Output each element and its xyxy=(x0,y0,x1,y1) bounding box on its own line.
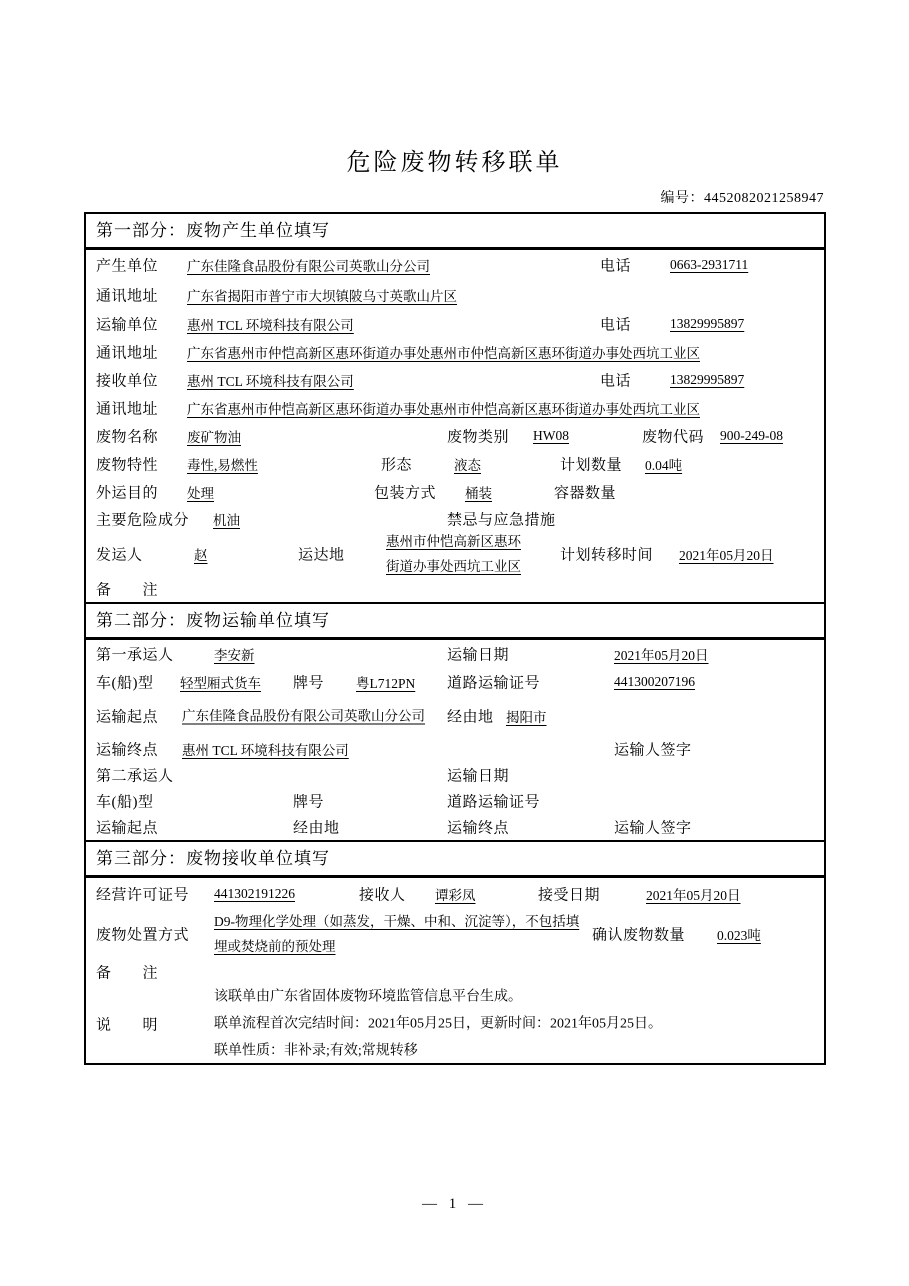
planned-quantity-value: 0.04吨 xyxy=(645,458,683,473)
row-hazard-component xyxy=(86,505,824,532)
generator-address-value: 广东省揭阳市普宁市大坝镇陂乌寸英歌山片区 xyxy=(187,289,457,304)
transporter-phone-value: 13829995897 xyxy=(670,316,745,331)
row-origin1 xyxy=(86,696,824,736)
row-transporter-address xyxy=(86,338,824,366)
remark1-label: 备 注 xyxy=(96,582,159,599)
plate2-label: 牌号 xyxy=(293,794,325,811)
terminus1-label: 运输终点 xyxy=(96,742,159,759)
transporter-address-label: 通讯地址 xyxy=(96,345,159,362)
generator-value: 广东佳隆食品股份有限公司英歌山分公司 xyxy=(187,259,430,274)
row-origin2 xyxy=(86,814,824,840)
purpose-label: 外运目的 xyxy=(96,485,159,501)
note-lines xyxy=(214,984,662,1065)
via2-label: 经由地 xyxy=(293,820,340,837)
row-terminus1 xyxy=(86,736,824,762)
row-generator-address xyxy=(86,280,824,310)
receiver-address-value: 广东省惠州市仲恺高新区惠环街道办事处惠州市仲恺高新区惠环街道办事处西坑工业区 xyxy=(187,402,700,417)
vehicle1-label: 车(船)型 xyxy=(96,675,154,692)
doc-number-value: 4452082021258947 xyxy=(704,191,824,206)
packaging-label: 包装方式 xyxy=(374,485,437,501)
generator-phone-label: 电话 xyxy=(600,258,632,275)
plate1-label: 牌号 xyxy=(293,675,325,692)
waste-code-value: 900-249-08 xyxy=(720,428,783,443)
row-carrier1 xyxy=(86,640,824,668)
recipient-value: 谭彩凤 xyxy=(435,887,476,903)
origin1-label: 运输起点 xyxy=(96,709,159,726)
hazard-component-label: 主要危险成分 xyxy=(96,512,190,528)
row-generator xyxy=(86,250,824,280)
section3-header: 第三部分：废物接收单位填写 xyxy=(86,840,824,878)
row-note xyxy=(86,985,824,1063)
receiver-label: 接收单位 xyxy=(96,373,159,390)
transport-date1-label: 运输日期 xyxy=(447,647,510,664)
destination-label: 运达地 xyxy=(298,547,345,564)
accept-date-value: 2021年05月20日 xyxy=(646,887,741,903)
receiver-address-label: 通讯地址 xyxy=(96,401,159,418)
doc-number xyxy=(84,187,824,207)
receiver-phone-label: 电话 xyxy=(600,373,632,390)
row-vehicle1 xyxy=(86,668,824,696)
transport-date1-value: 2021年05月20日 xyxy=(614,648,709,663)
waste-property-label: 废物特性 xyxy=(96,457,159,474)
signature2-label: 运输人签字 xyxy=(614,820,692,837)
transporter-label: 运输单位 xyxy=(96,317,159,334)
carrier2-label: 第二承运人 xyxy=(96,768,174,785)
page-number: — 1 — xyxy=(422,1196,487,1212)
confirmed-quantity-value: 0.023吨 xyxy=(717,928,761,943)
carrier1-value: 李安新 xyxy=(214,648,255,663)
transporter-value: 惠州 TCL 环境科技有限公司 xyxy=(187,318,354,333)
transfer-time-value: 2021年05月20日 xyxy=(679,548,774,563)
confirmed-quantity-label: 确认废物数量 xyxy=(592,927,686,944)
purpose-value: 处理 xyxy=(187,485,214,501)
generator-phone-value: 0663-2931711 xyxy=(670,257,749,272)
container-quantity-label: 容器数量 xyxy=(554,485,617,501)
shipper-label: 发运人 xyxy=(96,547,143,564)
permit1-label: 道路运输证号 xyxy=(447,675,541,692)
section1-header: 第一部分：废物产生单位填写 xyxy=(86,214,824,250)
note-label: 说 明 xyxy=(96,1017,159,1034)
disposal-label: 废物处置方式 xyxy=(96,927,190,944)
section2-header: 第二部分：废物运输单位填写 xyxy=(86,602,824,640)
terminus1-value: 惠州 TCL 环境科技有限公司 xyxy=(182,743,349,758)
vehicle2-label: 车(船)型 xyxy=(96,794,154,811)
note-line-3: 联单性质：非补录;有效;常规转移 xyxy=(214,1043,418,1059)
accept-date-label: 接受日期 xyxy=(538,887,601,903)
signature1-label: 运输人签字 xyxy=(614,742,692,759)
packaging-value: 桶装 xyxy=(465,485,492,501)
permit2-label: 道路运输证号 xyxy=(447,794,541,811)
disposal-value: D9-物理化学处理（如蒸发，干燥、中和、沉淀等），不包括填埋或焚烧前的预处理 xyxy=(214,914,580,954)
via1-label: 经由地 xyxy=(447,709,494,726)
row-receiver xyxy=(86,366,824,394)
transfer-time-label: 计划转移时间 xyxy=(560,547,654,564)
waste-name-value: 废矿物油 xyxy=(187,430,241,445)
generator-address-label: 通讯地址 xyxy=(96,288,159,305)
doc-number-label: 编号： xyxy=(660,191,704,206)
waste-code-label: 废物代码 xyxy=(642,429,705,446)
license-value: 441302191226 xyxy=(214,885,295,901)
destination-value: 惠州市仲恺高新区惠环街道办事处西坑工业区 xyxy=(386,534,521,574)
row-license xyxy=(86,878,824,909)
emergency-label: 禁忌与应急措施 xyxy=(447,512,556,528)
origin1-value: 广东佳隆食品股份有限公司英歌山分公司 xyxy=(182,708,425,724)
terminus2-label: 运输终点 xyxy=(447,820,510,837)
row-transporter xyxy=(86,310,824,338)
row-vehicle2 xyxy=(86,788,824,814)
row-remark1 xyxy=(86,576,824,602)
row-shipper xyxy=(86,532,824,576)
note-line-2: 联单流程首次完结时间：2021年05月25日，更新时间：2021年05月25日。 xyxy=(214,1016,662,1032)
remark3-label: 备 注 xyxy=(96,965,159,982)
row-waste-name xyxy=(86,422,824,450)
license-label: 经营许可证号 xyxy=(96,887,190,903)
permit1-value: 441300207196 xyxy=(614,674,695,689)
page-title: 危险废物转移联单 xyxy=(346,150,563,176)
form-label: 形态 xyxy=(381,457,413,474)
transporter-phone-label: 电话 xyxy=(600,317,632,334)
form-value: 液态 xyxy=(454,458,481,473)
row-receiver-address xyxy=(86,394,824,422)
recipient-label: 接收人 xyxy=(359,887,406,903)
vehicle1-value: 轻型厢式货车 xyxy=(180,676,261,691)
waste-category-label: 废物类别 xyxy=(447,429,510,446)
waste-property-value: 毒性,易燃性 xyxy=(187,458,258,473)
carrier1-label: 第一承运人 xyxy=(96,647,174,664)
transport-date2-label: 运输日期 xyxy=(447,768,510,785)
row-waste-property xyxy=(86,450,824,478)
row-carrier2 xyxy=(86,762,824,788)
origin2-label: 运输起点 xyxy=(96,820,159,837)
row-remark3 xyxy=(86,959,824,985)
row-purpose xyxy=(86,478,824,505)
waste-category-value: HW08 xyxy=(533,428,569,443)
waste-name-label: 废物名称 xyxy=(96,429,159,446)
planned-quantity-label: 计划数量 xyxy=(560,457,623,474)
via1-value: 揭阳市 xyxy=(506,710,547,725)
manifest-table xyxy=(84,212,826,1065)
receiver-value: 惠州 TCL 环境科技有限公司 xyxy=(187,374,354,389)
hazard-component-value: 机油 xyxy=(213,512,240,528)
row-disposal xyxy=(86,909,824,959)
shipper-value: 赵 xyxy=(194,548,208,563)
transporter-address-value: 广东省惠州市仲恺高新区惠环街道办事处惠州市仲恺高新区惠环街道办事处西坑工业区 xyxy=(187,346,700,361)
plate1-value: 粤L712PN xyxy=(356,676,416,691)
generator-label: 产生单位 xyxy=(96,258,159,275)
receiver-phone-value: 13829995897 xyxy=(670,372,745,387)
note-line-1: 该联单由广东省固体废物环境监管信息平台生成。 xyxy=(214,989,522,1005)
